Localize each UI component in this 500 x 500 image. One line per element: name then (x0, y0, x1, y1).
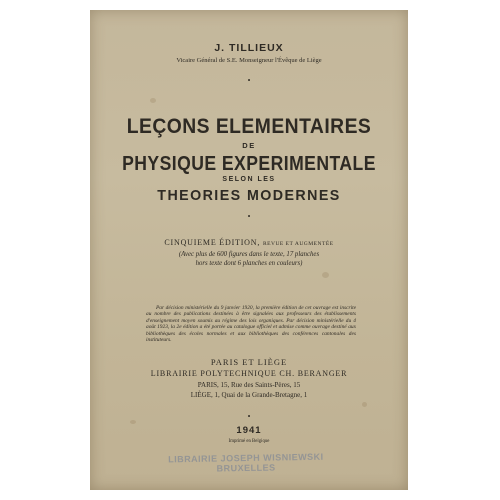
bullet-ornament: • (247, 412, 251, 421)
publication-place: PARIS ET LIÈGE (210, 357, 288, 367)
edition-note: REVUE ET AUGMENTÉE (262, 241, 334, 247)
figures-line-1: (Avec plus de 600 figures dans le texte, 17 planches (178, 251, 320, 258)
author-subtitle: Vicaire Général de S.E. Monseigneur l'Évêque de Liège (176, 57, 322, 64)
foxing-spot (362, 402, 367, 407)
printed-in-note: Imprimé en Belgique (228, 439, 270, 444)
bullet-ornament: • (247, 212, 251, 221)
book-cover (90, 10, 408, 490)
title-line-5: THEORIES MODERNES (157, 187, 341, 204)
foxing-spot (322, 272, 329, 278)
figures-line-2: hors texte dont 6 planches en couleurs) (195, 260, 303, 267)
title-line-2: DE (242, 141, 256, 150)
stamp-line-2: BRUXELLES (216, 462, 276, 474)
bullet-ornament: • (247, 76, 251, 85)
author-name: J. TILLIEUX (214, 42, 284, 54)
title-line-4: SELON LES (222, 176, 276, 183)
publisher-name: LIBRAIRIE POLYTECHNIQUE CH. BERANGER (150, 369, 348, 378)
edition-label: CINQUIEME ÉDITION, (164, 238, 261, 247)
bookseller-stamp (166, 452, 326, 477)
edition-statement (90, 238, 408, 247)
ministerial-decision-paragraph: Par décision ministérielle du 9 janvier 1920, la première édition de cet ouvrage est inscrite au nombre des publications destinées à être signalées aux professeurs des établissements d'enseignement moyen soumis au régime des lois organiques. Par décision ministérielle du 4 août 1923, la 2e édition a été portée au catalogue officiel et admise comme ouvrage destiné aux bibliothèques des écoles normales et aux bibliothèques des conférences cantonales des instituteurs. (146, 305, 356, 344)
stamp-line-1: LIBRAIRIE JOSEPH WISNIEWSKI (168, 451, 324, 465)
figures-note (90, 250, 408, 268)
title-line-1: LEÇONS ELEMENTAIRES (126, 115, 372, 138)
publisher-address-paris: PARIS, 15, Rue des Saints-Pères, 15 (197, 381, 301, 389)
title-line-3: PHYSIQUE EXPERIMENTALE (122, 153, 376, 175)
publisher-address-liege: LIÈGE, 1, Quai de la Grande-Bretagne, 1 (190, 391, 308, 399)
foxing-spot (150, 98, 156, 103)
publication-year: 1941 (236, 425, 262, 436)
